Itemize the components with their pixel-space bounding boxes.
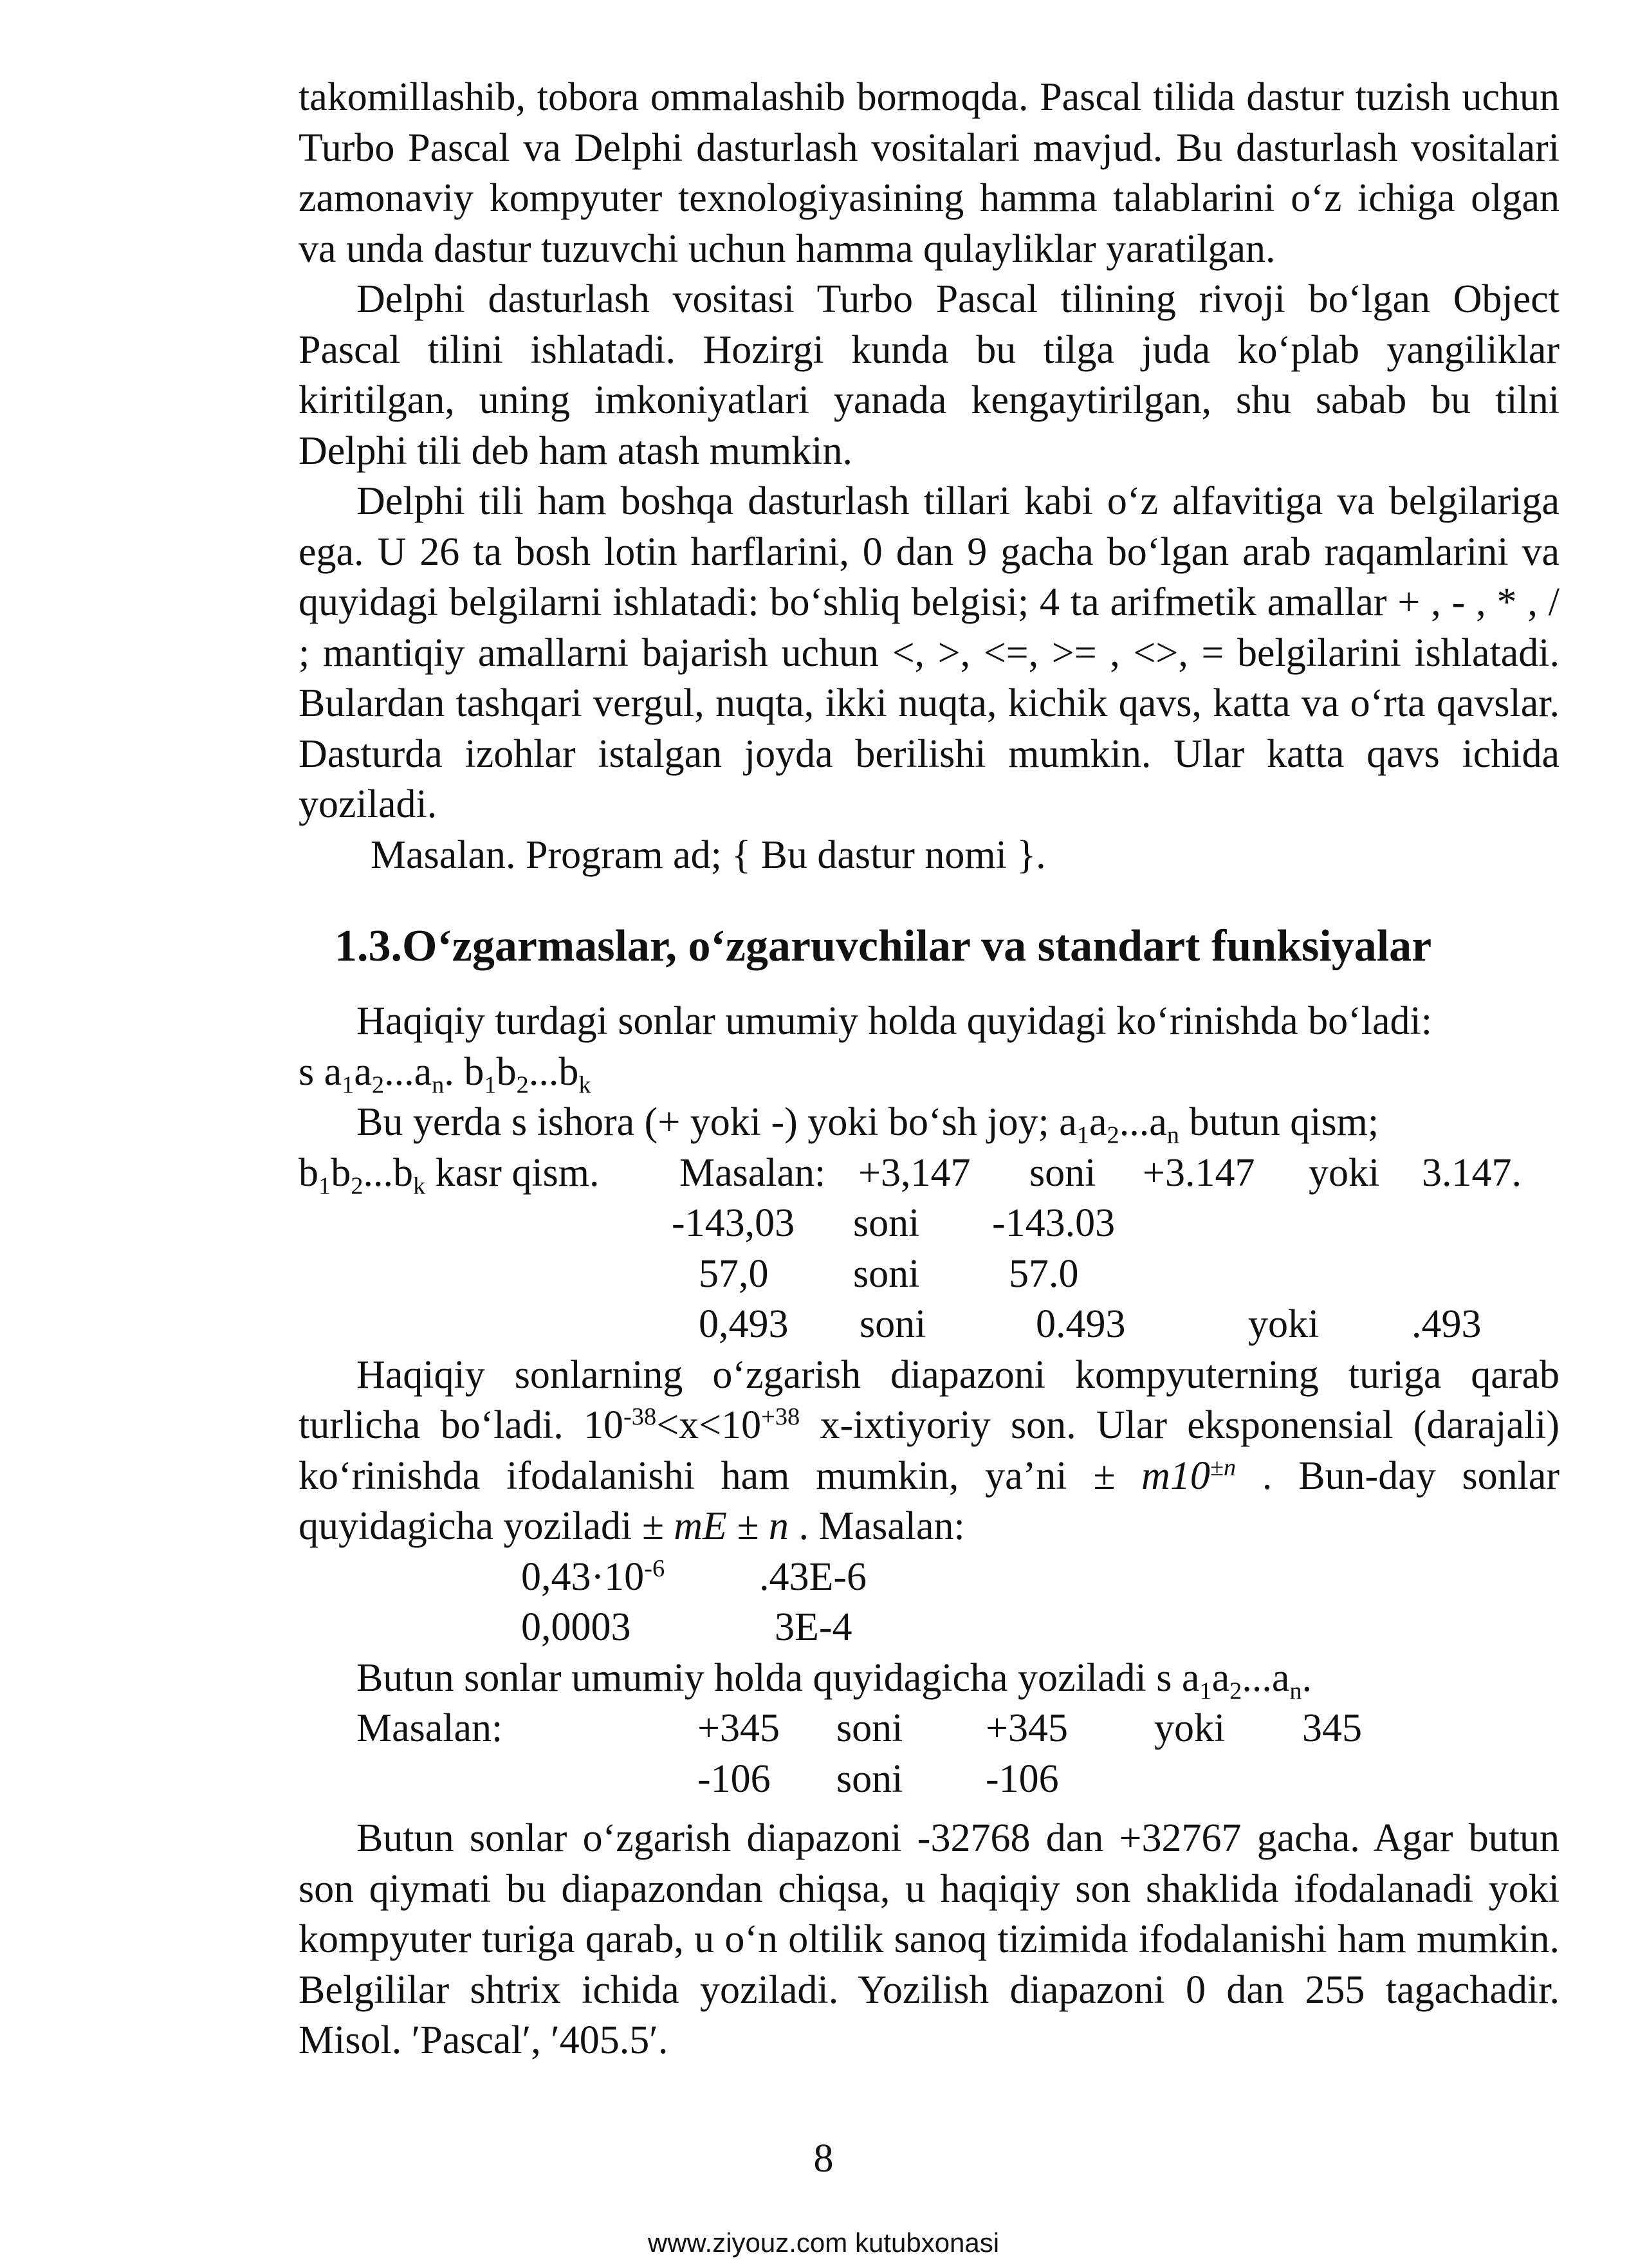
integer-intro: Butun sonlar umumiy holda quyidagicha yoziladi s $a_1a_2...a_n$. — [356, 1655, 1312, 1704]
real-explanation: Bu yerda s ishora (+ yoki -) yoki bo‘sh joy; $a_1a_2...a_n$ butun qism; — [356, 1100, 1379, 1149]
paragraph-1: takomillashib, tobora ommalashib bormoqda. Pascal tilida dastur tuzish uchun Turbo Pascal va Delphi dasturlash vositalari mavjud. Bu dasturlash vositalari zamonaviy kompyuter texnologiyasining hamma talablarini o‘z ichiga olgan va unda dastur tuzuvchi uchun hamma qulayliklar yaratilgan. — [299, 75, 1560, 271]
page-body — [299, 72, 1560, 2066]
real-example-row-2: -143,03 soni -143.03 — [672, 1201, 1116, 1245]
section-heading: 1.3.O‘zgarmaslar, o‘zgaruvchilar va standart funksiyalar — [335, 921, 1432, 971]
real-intro: Haqiqiy turdagi sonlar umumiy holda quyidagi ko‘rinishda bo‘ladi: — [356, 999, 1433, 1043]
real-example-row-1: $b_1b_2...b_k$ kasr qism. Masalan: +3,147 soni +3.147 yoki 3.147. — [299, 1150, 1522, 1199]
page-number: 8 — [813, 2137, 834, 2180]
integer-example-row-2: -106 soni -106 — [697, 1756, 1059, 1801]
footer-watermark: www.ziyouz.com kutubxonasi — [647, 2227, 1000, 2258]
exp-row-1: $0,43\cdot 10^{-6}$ .43E-6 — [521, 1554, 867, 1599]
paragraph-example: Masalan. Program ad; { Bu dastur nomi }. — [371, 833, 1046, 877]
paragraph-2: Delphi dasturlash vositasi Turbo Pascal tilining rivoji bo‘lgan Object Pascal tilini ishlatadi. Hozirgi kunda bu tilga juda ko‘plab yangiliklar kiritilgan, uning imkoniyatlari yanada kengaytirilgan, shu sabab bu tilni Delphi tili deb ham atash mumkin. — [299, 277, 1560, 473]
integer-example-row-1: Masalan: +345 soni +345 yoki 345 — [356, 1706, 1362, 1750]
integer-range-paragraph: Butun sonlar o‘zgarish diapazoni -32768 dan +32767 gacha. Agar butun son qiymati bu diapazondan chiqsa, u haqiqiy son shaklida ifodalanadi yoki kompyuter turiga qarab, u o‘n oltilik sanoq tizimida ifodalanishi ham mumkin. Belgililar shtrix ichida yoziladi. Yozilish diapazoni 0 dan 255 tagachadir. Misol. ′Pascal′, ′405.5′. — [299, 1816, 1560, 2062]
real-example-row-3: 57,0 soni 57.0 — [699, 1251, 1079, 1296]
real-format: s $a_1a_2...a_n$. $b_1b_2...b_k$ — [299, 1049, 591, 1098]
real-example-row-4: 0,493 soni 0.493 yoki .493 — [699, 1302, 1482, 1346]
exp-row-2: 0,0003 3E-4 — [521, 1605, 852, 1649]
paragraph-3: Delphi tili ham boshqa dasturlash tillari kabi o‘z alfavitiga va belgilariga ega. U 26 ta bosh lotin harflarini, 0 dan 9 gacha bo‘lgan arab raqamlarini va quyidagi belgilarni ishlatadi: bo‘shliq belgisi; 4 ta arifmetik amallar + , - , * , / ; mantiqiy amallarni bajarish uchun <, >, <=, >= , <>, = belgilarini ishlatadi. Bulardan tashqari vergul, nuqta, ikki nuqta, kichik qavs, katta va o‘rta qavslar. Dasturda izohlar istalgan joyda berilishi mumkin. Ular katta qavs ichida yoziladi. — [299, 479, 1560, 826]
real-range-paragraph: Haqiqiy sonlarning o‘zgarish diapazoni kompyuterning turiga qarab turlicha bo‘ladi. $10^{-38}<x<10^{+38}$ x-ixtiyoriy son. Ular eksponensial (darajali) ko‘rinishda ifodalanishi ham mumkin, ya’ni ± $m10^{\pm n}$ . Bun-day sonlar quyidagicha yoziladi ± mE ± n . Masalan: — [299, 1352, 1560, 1548]
